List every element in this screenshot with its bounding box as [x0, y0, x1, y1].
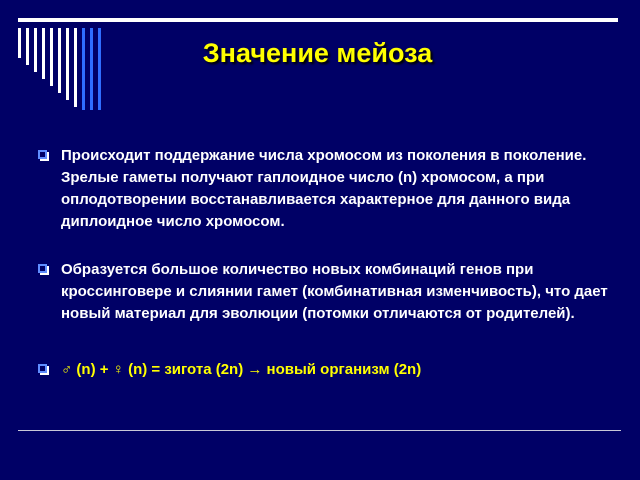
square-bullet-icon: [38, 150, 49, 161]
slide-title: Значение мейоза: [202, 38, 433, 68]
bullet-text: Происходит поддержание числа хромосом из поколения в поколение. Зрелые гаметы получают гаплоидное число (n) хромосом, а при оплодотворении восстанавливается характерное для данного вида диплоидное число хромосом.: [61, 147, 587, 230]
bullet-item-gene-combinations: [38, 259, 628, 325]
formula-text: ♂ (n) + ♀ (n) = зигота (2n) → новый организм (2n): [61, 361, 422, 378]
bullet-item-chromosome-number: [38, 145, 628, 233]
square-bullet-icon: [38, 264, 49, 275]
bullet-item-fertilization-formula: [38, 359, 628, 381]
square-bullet-icon: [38, 364, 49, 375]
bottom-divider-line: [18, 430, 621, 431]
bullet-text: Образуется большое количество новых комбинаций генов при кроссинговере и слиянии гамет (комбинативная изменчивость), что дает новый материал для эволюции (потомки отличаются от родителей).: [61, 261, 608, 322]
bullet-list: [38, 145, 628, 381]
